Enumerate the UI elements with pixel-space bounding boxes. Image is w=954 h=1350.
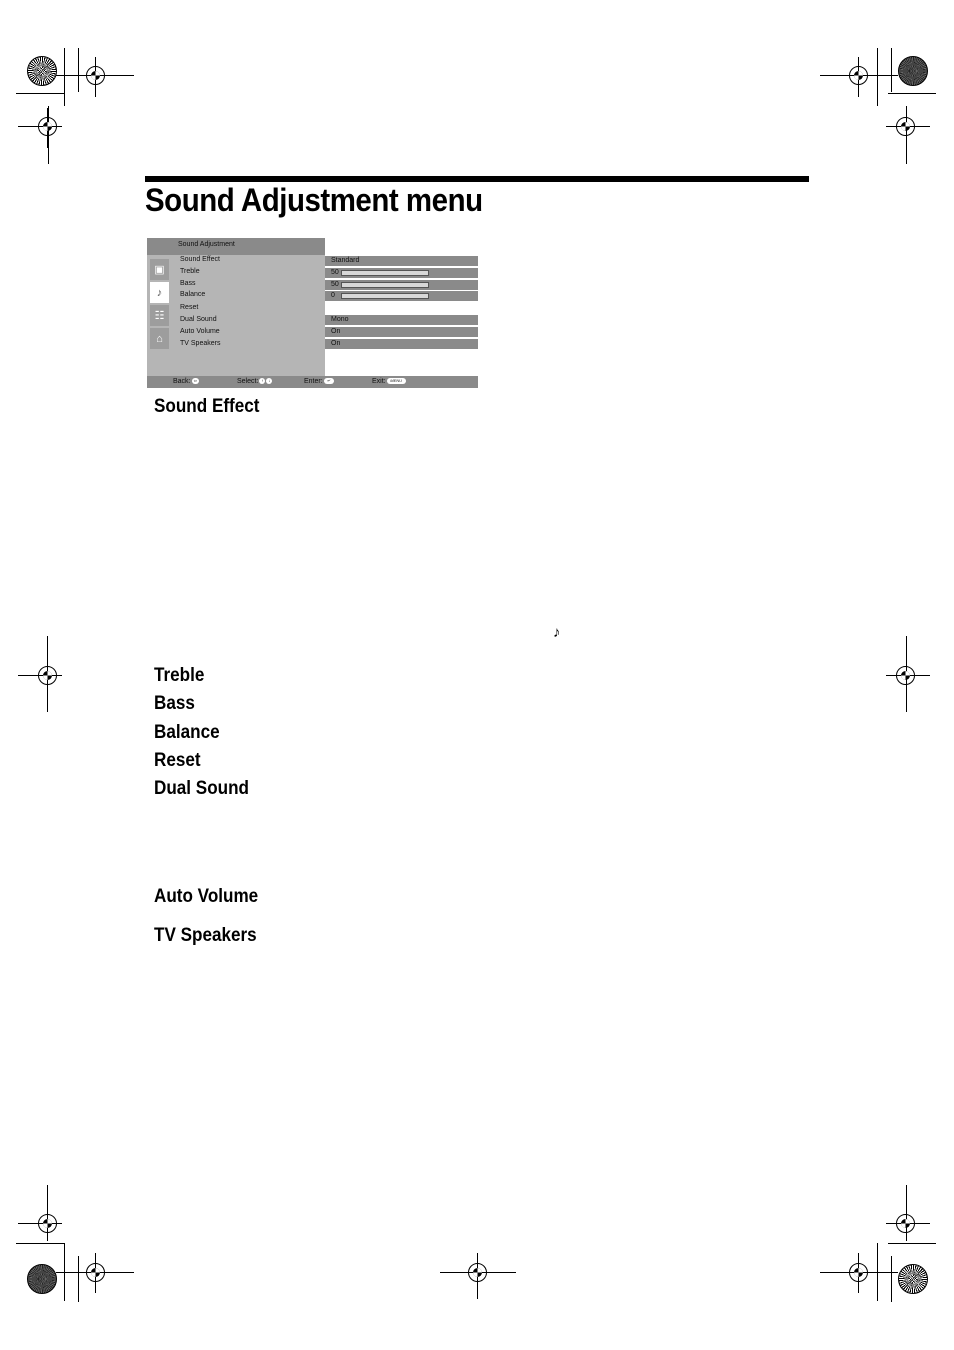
music-note-icon: ♪ <box>553 624 561 641</box>
up-arrow-icon: ↑ <box>261 378 264 384</box>
heading-reset: Reset <box>154 750 201 771</box>
menu-key-icon: MENU <box>387 378 406 384</box>
osd-item-sound-effect: Sound Effect <box>180 256 220 263</box>
registration-target-icon <box>38 1214 57 1233</box>
back-arrow-icon: ⇦ <box>193 378 197 384</box>
osd-value-tv-speakers: On <box>325 339 478 349</box>
registration-target-icon <box>38 117 57 136</box>
osd-header-title: Sound Adjustment <box>178 241 235 248</box>
osd-footer-enter: Enter: ↵ <box>304 378 334 385</box>
down-arrow-icon: ↓ <box>268 378 271 384</box>
setup-icon: ⌂ <box>150 328 169 349</box>
registration-target-icon <box>896 117 915 136</box>
color-wheel-icon <box>27 56 57 86</box>
color-wheel-icon <box>898 1264 928 1294</box>
heading-balance: Balance <box>154 722 220 743</box>
registration-target-icon <box>38 666 57 685</box>
osd-footer-back: Back: ⇦ <box>173 378 197 385</box>
registration-target-icon <box>849 1263 868 1282</box>
osd-item-tv-speakers: TV Speakers <box>180 340 221 347</box>
osd-value-balance: 0 <box>325 291 478 301</box>
osd-item-treble: Treble <box>180 268 200 275</box>
osd-item-reset: Reset <box>180 304 199 311</box>
music-note-icon: ♪ <box>150 282 169 303</box>
osd-item-list <box>171 255 325 376</box>
registration-target-icon <box>896 666 915 685</box>
heading-bass: Bass <box>154 693 195 714</box>
osd-footer-exit: Exit: MENU <box>372 378 406 385</box>
page-title: Sound Adjustment menu <box>145 182 483 218</box>
bass-slider <box>341 282 429 288</box>
color-wheel-icon <box>27 1264 57 1294</box>
registration-target-icon <box>849 66 868 85</box>
osd-footer-select: Select: ↑ ↓ <box>237 378 271 385</box>
osd-value-treble: 50 <box>325 268 478 278</box>
color-wheel-icon <box>898 56 928 86</box>
osd-item-bass: Bass <box>180 280 196 287</box>
osd-item-balance: Balance <box>180 291 206 298</box>
registration-target-icon <box>86 66 105 85</box>
features-icon: ☷ <box>150 305 169 326</box>
osd-item-dual-sound: Dual Sound <box>180 316 217 323</box>
enter-arrow-icon: ↵ <box>324 378 334 384</box>
osd-header <box>147 238 325 255</box>
sound-adjustment-osd <box>147 238 478 388</box>
osd-value-auto-volume: On <box>325 327 478 337</box>
osd-footer <box>147 376 478 388</box>
balance-slider <box>341 293 429 299</box>
heading-treble: Treble <box>154 665 205 686</box>
osd-value-dual-sound: Mono <box>325 315 478 325</box>
heading-auto-volume: Auto Volume <box>154 886 259 907</box>
osd-value-bass: 50 <box>325 280 478 290</box>
osd-icon-column <box>147 255 171 376</box>
registration-target-icon <box>86 1263 105 1282</box>
registration-target-icon <box>896 1214 915 1233</box>
treble-slider <box>341 270 429 276</box>
heading-dual-sound: Dual Sound <box>154 778 250 799</box>
osd-value-sound-effect: Standard <box>325 256 478 266</box>
registration-target-icon <box>468 1263 487 1282</box>
heading-tv-speakers: TV Speakers <box>154 925 257 946</box>
picture-icon: ▣ <box>150 259 169 280</box>
heading-sound-effect: Sound Effect <box>154 396 260 417</box>
osd-item-auto-volume: Auto Volume <box>180 328 220 335</box>
